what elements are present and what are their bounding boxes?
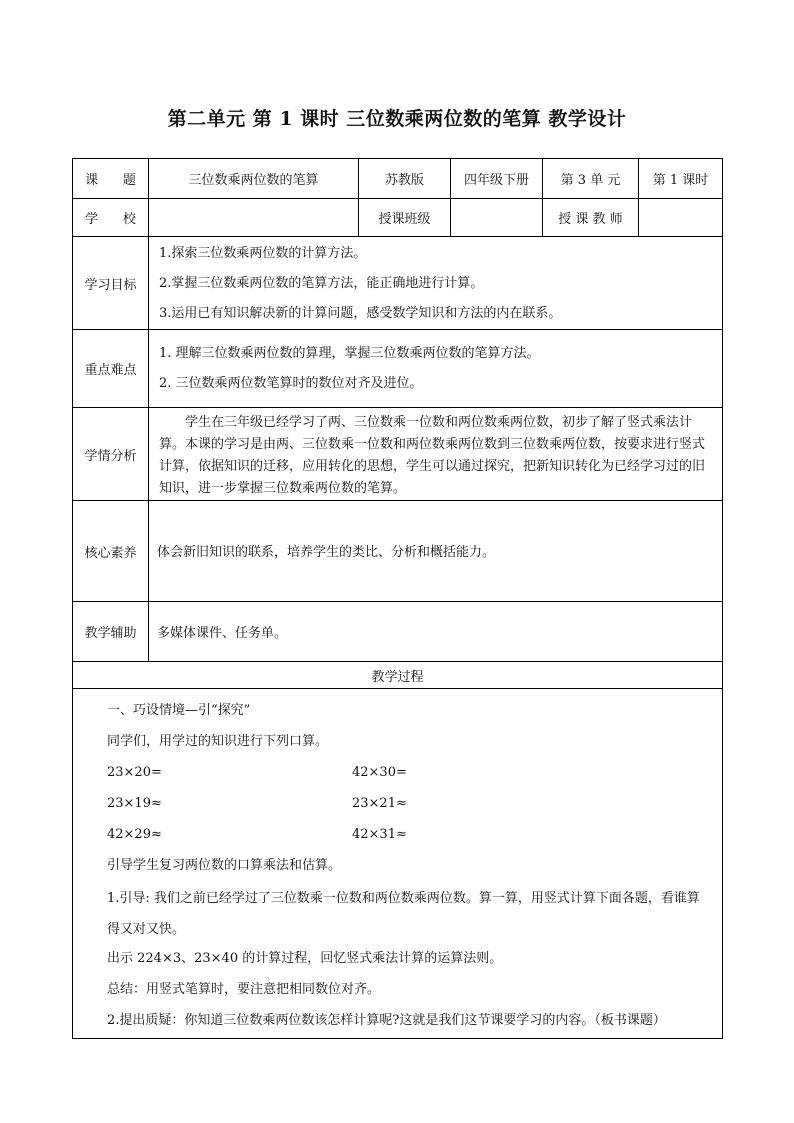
calc-item: 42×31≈ xyxy=(352,827,407,842)
topic-row xyxy=(73,159,723,199)
section-heading: 一、巧设情境—引“探究” xyxy=(107,703,251,718)
goal-item: 1.探索三位数乘两位数的计算方法。 xyxy=(159,246,367,261)
teacher-value xyxy=(639,199,723,237)
process-content xyxy=(73,689,723,1039)
intro-text: 同学们，用学过的知识进行下列口算。 xyxy=(107,734,329,749)
calc-item: 23×20= xyxy=(107,765,162,780)
aids-text: 多媒体课件、任务单。 xyxy=(149,602,723,662)
class-label: 授课班级 xyxy=(359,199,451,237)
unit-value: 第 3 单 元 xyxy=(543,159,639,199)
calc-item: 23×21≈ xyxy=(352,796,407,811)
analysis-row xyxy=(73,408,723,501)
goals-content xyxy=(149,237,723,330)
topic-value: 三位数乘两位数的笔算 xyxy=(149,159,359,199)
calc-row xyxy=(107,821,722,852)
analysis-label: 学情分析 xyxy=(73,408,149,501)
school-row xyxy=(73,199,723,237)
key-points-content xyxy=(149,330,723,408)
key-points-row xyxy=(73,330,723,408)
process-header: 教学过程 xyxy=(73,662,723,689)
calc-item: 23×19≈ xyxy=(107,796,162,811)
topic-label: 课 题 xyxy=(73,159,149,199)
analysis-content xyxy=(149,408,723,501)
key-point-item: 1. 理解三位数乘两位数的算理，掌握三位数乘两位数的笔算方法。 xyxy=(159,345,540,361)
analysis-text: 学生在三年级已经学习了两、三位数乘一位数和两位数乘两位数，初步了解了竖式乘法计算。本课的学习是由两、三位数乘一位数和两位数乘两位数到三位数乘两位数，按要求进行竖式计算，依据知识的迁移，应用转化的思想，学生可以通过探究，把新知识转化为已经学习过的旧知识，进一步掌握三位数乘两位数的笔算。 xyxy=(159,415,706,496)
step1-text: 1.引导: 我们之前已经学过了三位数乘一位数和两位数乘两位数。算一算，用竖式计算下面各题，看谁算得又对又快。 xyxy=(107,891,700,937)
lesson-plan-table xyxy=(72,158,723,1039)
aids-label: 教学辅助 xyxy=(73,602,149,662)
calc-item: 42×29≈ xyxy=(107,827,162,842)
step2-text: 2.提出质疑：你知道三位数乘两位数该怎样计算呢?这就是我们这节课要学习的内容。（板书课题） xyxy=(107,1013,666,1028)
lesson-value: 第 1 课时 xyxy=(639,159,723,199)
process-row xyxy=(73,689,723,1039)
calc-row xyxy=(107,790,722,821)
school-label: 学 校 xyxy=(73,199,149,237)
key-point-item: 2. 三位数乘两位数笔算时的数位对齐及进位。 xyxy=(159,375,423,391)
teacher-label: 授 课 教 师 xyxy=(543,199,639,237)
core-text: 体会新旧知识的联系，培养学生的类比、分析和概括能力。 xyxy=(149,501,723,602)
show-text: 出示 224×3、23×40 的计算过程，回忆竖式乘法计算的运算法则。 xyxy=(107,951,503,966)
goals-row xyxy=(73,237,723,330)
process-header-row xyxy=(73,662,723,689)
key-points-label: 重点难点 xyxy=(73,330,149,408)
aids-row xyxy=(73,602,723,662)
calc-row xyxy=(107,759,722,790)
calc-item: 42×30= xyxy=(352,765,407,780)
school-value xyxy=(149,199,359,237)
summary-text: 总结：用竖式笔算时，要注意把相同数位对齐。 xyxy=(107,982,381,997)
publisher-value: 苏教版 xyxy=(359,159,451,199)
page-title: 第二单元 第 1 课时 三位数乘两位数的笔算 教学设计 xyxy=(167,108,627,130)
goal-item: 2.掌握三位数乘两位数的笔算方法，能正确地进行计算。 xyxy=(159,276,484,291)
grade-value: 四年级下册 xyxy=(451,159,543,199)
guide-text: 引导学生复习两位数的口算乘法和估算。 xyxy=(107,858,342,873)
core-label: 核心素养 xyxy=(73,501,149,602)
class-value xyxy=(451,199,543,237)
goals-label: 学习目标 xyxy=(73,237,149,330)
goal-item: 3.运用已有知识解决新的计算问题，感受数学知识和方法的内在联系。 xyxy=(159,306,562,321)
core-row xyxy=(73,501,723,602)
